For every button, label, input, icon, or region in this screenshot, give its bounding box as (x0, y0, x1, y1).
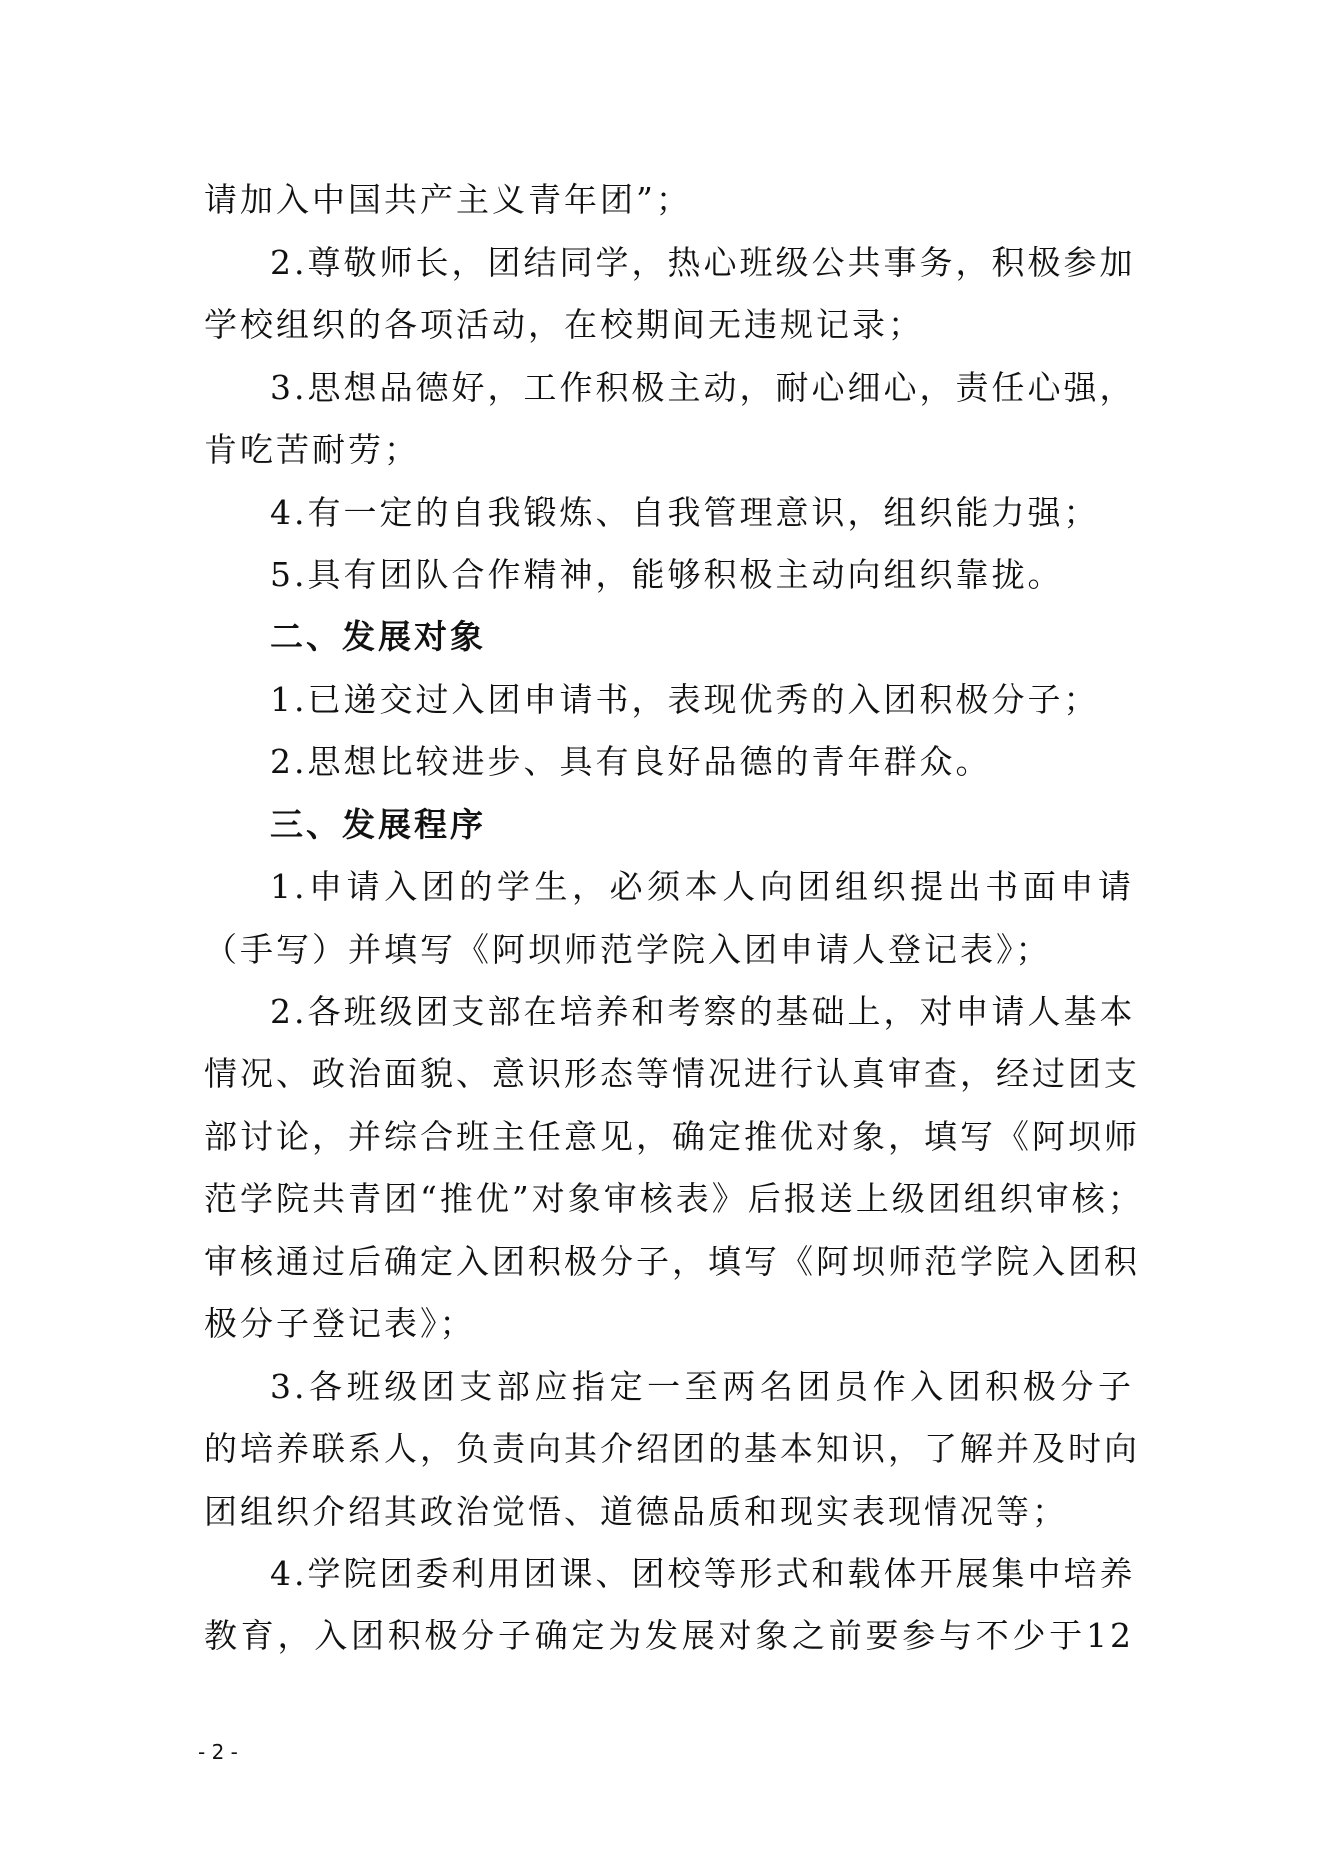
text-line: 2.尊敬师长，团结同学，热心班级公共事务，积极参加 (270, 243, 1136, 282)
page-number: - 2 - (198, 1740, 238, 1764)
text-line: 情况、政治面貌、意识形态等情况进行认真审查，经过团支 (204, 1054, 1140, 1093)
text-line: 请加入中国共产主义青年团”； (204, 180, 692, 219)
text-line: 肯吃苦耐劳； (204, 430, 420, 469)
text-line: 极分子登记表》； (204, 1304, 476, 1343)
text-line: 3.思想品德好，工作积极主动，耐心细心，责任心强， (270, 368, 1136, 407)
text-line: 的培养联系人，负责向其介绍团的基本知识，了解并及时向 (204, 1429, 1140, 1468)
text-line: 4.有一定的自我锻炼、自我管理意识，组织能力强； (270, 493, 1100, 532)
section-heading: 三、发展程序 (270, 805, 486, 844)
text-line: 团组织介绍其政治觉悟、道德品质和现实表现情况等； (204, 1492, 1068, 1531)
text-line: 部讨论，并综合班主任意见，确定推优对象，填写《阿坝师 (204, 1117, 1140, 1156)
text-line: 1.已递交过入团申请书，表现优秀的入团积极分子； (270, 680, 1100, 719)
text-line: 2.思想比较进步、具有良好品德的青年群众。 (270, 742, 992, 781)
text-line: 审核通过后确定入团积极分子，填写《阿坝师范学院入团积 (204, 1242, 1140, 1281)
text-line: 范学院共青团“推优”对象审核表》后报送上级团组织审核； (204, 1179, 1144, 1218)
text-line: 4.学院团委利用团课、团校等形式和载体开展集中培养 (270, 1554, 1136, 1593)
text-line: 教育，入团积极分子确定为发展对象之前要参与不少于12 (204, 1616, 1134, 1655)
text-line: 2.各班级团支部在培养和考察的基础上，对申请人基本 (270, 992, 1136, 1031)
text-line: 3.各班级团支部应指定一至两名团员作入团积极分子 (270, 1367, 1134, 1406)
section-heading: 二、发展对象 (270, 617, 486, 656)
text-line: （手写）并填写《阿坝师范学院入团申请人登记表》； (204, 930, 1052, 969)
text-line: 1.申请入团的学生，必须本人向团组织提出书面申请 (270, 867, 1134, 906)
text-line: 学校组织的各项活动，在校期间无违规记录； (204, 305, 924, 344)
text-line: 5.具有团队合作精神，能够积极主动向组织靠拢。 (270, 555, 1064, 594)
